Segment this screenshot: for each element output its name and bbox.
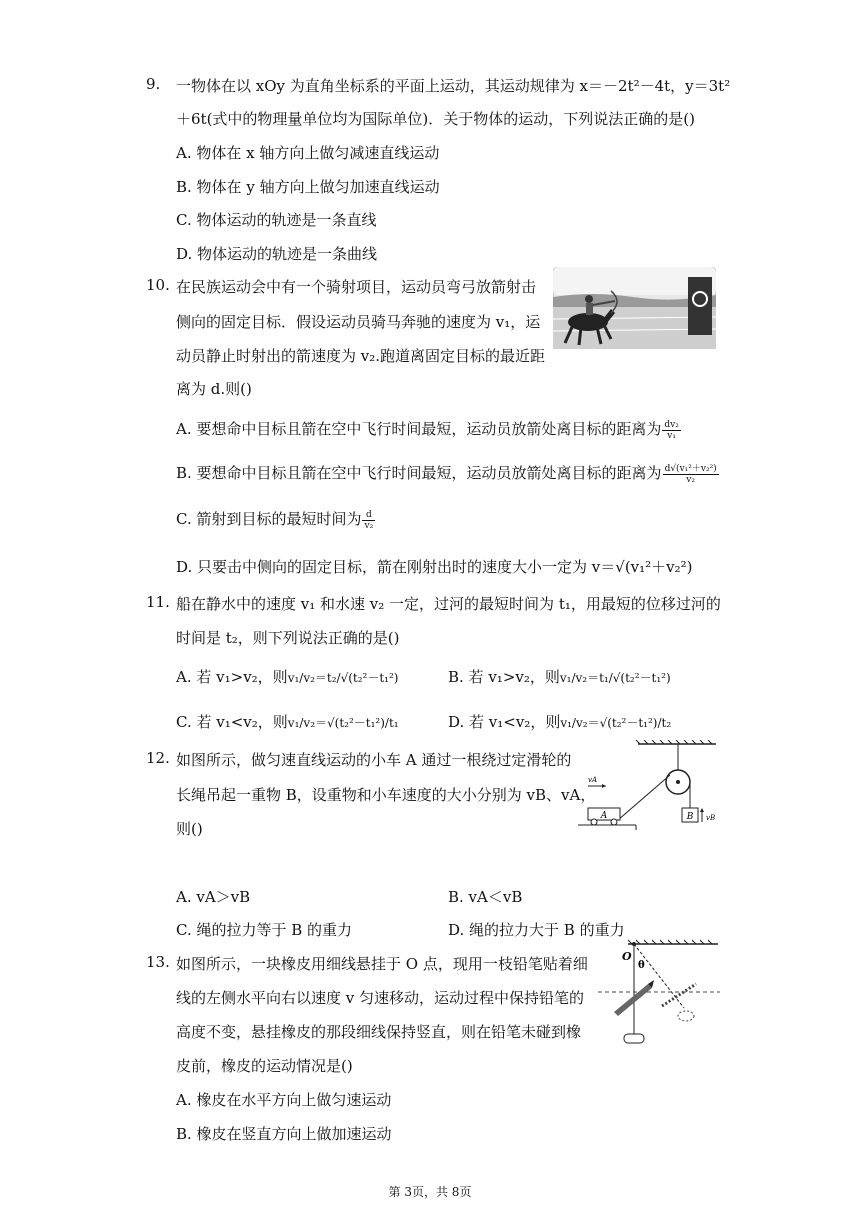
question-number: 10. <box>146 276 170 294</box>
question-text: 时间是 t₂，则下列说法正确的是() <box>176 629 400 647</box>
svg-text:O: O <box>622 950 632 963</box>
option-d: D. 绳的拉力大于 B 的重力 <box>448 921 625 939</box>
svg-text:B: B <box>686 812 694 822</box>
question-number: 12. <box>146 749 170 767</box>
question-number: 13. <box>146 953 170 971</box>
option-c: C. 绳的拉力等于 B 的重力 <box>176 921 353 939</box>
question-text: 在民族运动会中有一个骑射项目，运动员弯弓放箭射击 <box>176 278 537 296</box>
option-d: D. 若 v₁<v₂，则v₁/v₂＝√(t₂²－t₁²)/t₂ <box>448 713 672 731</box>
question-text: 动员静止时射出的箭速度为 v₂.跑道离固定目标的最近距 <box>176 347 546 365</box>
question-text: 长绳吊起一重物 B，设重物和小车速度的大小分别为 vB、vA， <box>176 786 596 804</box>
page-footer: 第 3页，共 8页 <box>388 1185 472 1199</box>
pulley-diagram <box>578 740 718 830</box>
question-text: 一物体在以 xOy 为直角坐标系的平面上运动，其运动规律为 x＝－2t²－4t，y＝3t² <box>176 77 731 95</box>
svg-text:vB: vB <box>706 814 716 822</box>
option-b: B. 物体在 y 轴方向上做匀加速直线运动 <box>176 178 440 196</box>
svg-text:θ: θ <box>638 960 645 971</box>
question-text: 线的左侧水平向右以速度 v 匀速移动，运动过程中保持铅笔的 <box>176 989 585 1007</box>
question-text: 高度不变，悬挂橡皮的那段细线保持竖直，则在铅笔未碰到橡 <box>176 1023 582 1041</box>
svg-text:A: A <box>600 811 608 821</box>
option-c: C. 箭射到目标的最短时间为 $\frac{d}{\text{v₂}}$ <box>176 509 374 531</box>
question-text: 离为 d.则() <box>176 380 252 398</box>
question-number: 9. <box>146 75 161 93</box>
question-text: 如图所示，做匀速直线运动的小车 A 通过一根绕过定滑轮的 <box>176 751 572 769</box>
option-d: D. 物体运动的轨迹是一条曲线 <box>176 245 378 263</box>
option-b: B. 若 v₁>v₂，则v₁/v₂＝t₁/√(t₂²－t₁²) <box>448 668 671 686</box>
question-text: 如图所示，一块橡皮用细线悬挂于 O 点，现用一枝铅笔贴着细 <box>176 955 588 973</box>
option-b: B. vA＜vB <box>448 888 523 906</box>
option-c: C. 若 v₁<v₂，则v₁/v₂＝√(t₂²－t₁²)/t₁ <box>176 713 399 731</box>
option-a: A. 橡皮在水平方向上做匀速运动 <box>176 1091 392 1109</box>
option-a: A. 要想命中目标且箭在空中飞行时间最短，运动员放箭处离目标的距离为 $\frac{\text{dv₂}}{\text{v₁}}$ <box>176 419 679 441</box>
question-text: 则() <box>176 820 203 838</box>
horse-archer-photo <box>553 267 716 349</box>
question-text: 皮前，橡皮的运动情况是() <box>176 1057 353 1075</box>
option-c: C. 物体运动的轨迹是一条直线 <box>176 211 377 229</box>
question-text: ＋6t(式中的物理量单位均为国际单位)．关于物体的运动，下列说法正确的是() <box>176 110 695 128</box>
option-a: A. vA＞vB <box>176 888 251 906</box>
question-number: 11. <box>146 593 170 611</box>
svg-text:vA: vA <box>588 776 598 784</box>
eraser-pencil-diagram <box>598 938 720 1046</box>
option-b: B. 橡皮在竖直方向上做加速运动 <box>176 1125 392 1143</box>
option-d: D. 只要击中侧向的固定目标，箭在刚射出时的速度大小一定为 v＝√(v₁²＋v₂²) <box>176 558 693 576</box>
option-a: A. 若 v₁>v₂，则v₁/v₂＝t₂/√(t₂²－t₁²) <box>176 668 399 686</box>
option-a: A. 物体在 x 轴方向上做匀减速直线运动 <box>176 144 440 162</box>
question-text: 船在静水中的速度 v₁ 和水速 v₂ 一定，过河的最短时间为 t₁，用最短的位移过河的 <box>176 595 721 613</box>
option-b: B. 要想命中目标且箭在空中飞行时间最短，运动员放箭处离目标的距离为 $\frac{\text{d√(v₁²＋v₂²)}}{\text{v₂}}$ <box>176 463 717 485</box>
question-text: 侧向的固定目标．假设运动员骑马奔驰的速度为 v₁，运 <box>176 313 541 331</box>
